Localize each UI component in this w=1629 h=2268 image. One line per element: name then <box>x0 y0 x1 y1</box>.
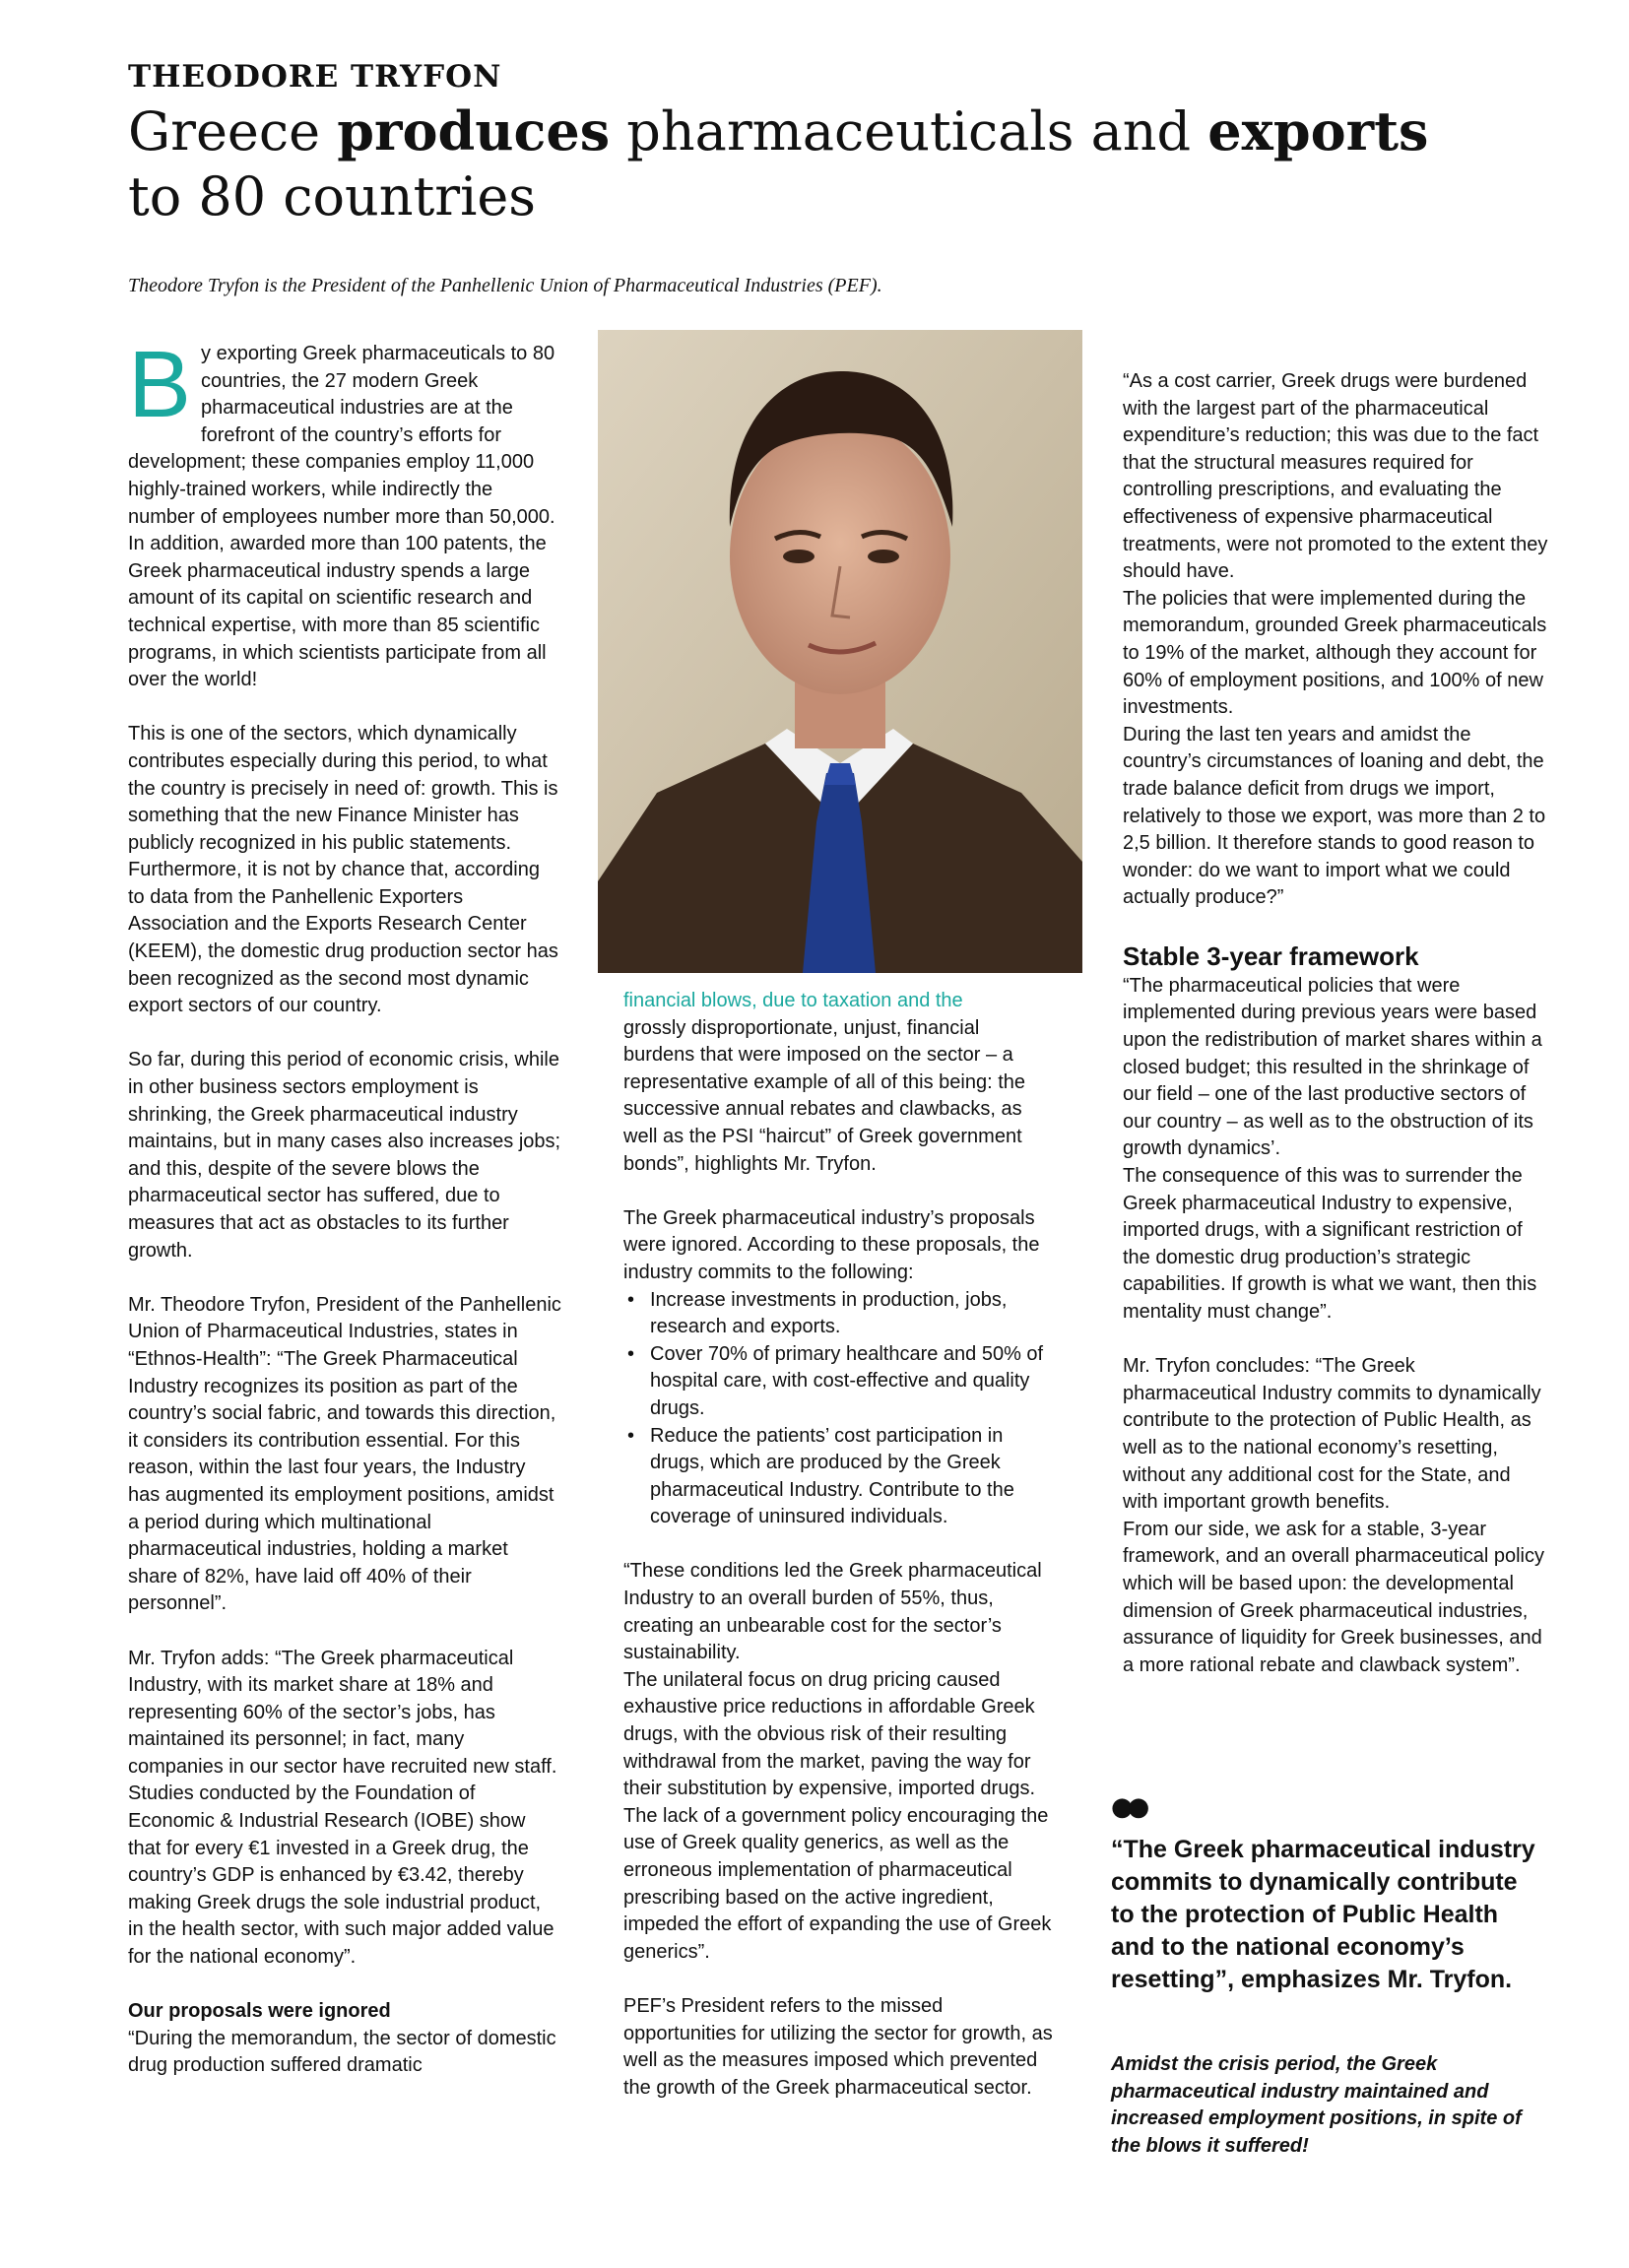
section-heading: Stable 3-year framework <box>1123 940 1419 971</box>
paragraph: From our side, we ask for a stable, 3-year framework, and an overall pharmaceutical policy which will be based upon: the developmental dimension of Greek pharmaceutical industries, assurance of liquidity for Greek businesses, and a more rational rebate and clawback system”. <box>1123 1518 1544 1676</box>
title-part: to 80 countries <box>128 165 537 227</box>
portrait-photo <box>598 330 1082 973</box>
paragraph: “The pharmaceutical policies that were implemented during previous years were based upon the redistribution of market shares within a closed budget; this resulted in the shrinkage of our field – one of the last productive sectors of our country – as well as to the obstruction of its growth dynamics’. <box>1123 974 1542 1160</box>
paragraph: During the last ten years and amidst the country’s circumstances of loaning and debt, the trade balance deficit from drugs we import, relatively to those we export, was more than 2 to 2,5 billion. It therefore stands to good reason to wonder: do we want to import what we could actually produce?” <box>1123 723 1546 909</box>
paragraph: Mr. Tryfon concludes: “The Greek pharmaceutical Industry commits to dynamically contribute to the protection of Public Health, as well as to the national economy’s resetting, without any additional cost for the State, and with important growth benefits. <box>1123 1355 1541 1514</box>
drop-cap: B <box>128 332 192 437</box>
paragraph: The lack of a government policy encouraging the use of Greek quality generics, as well as the erroneous implementation of pharmaceutical prescribing based on the active ingredient, impeded the effort of expanding the use of Greek generics”. <box>623 1804 1052 1963</box>
article-title <box>128 98 1507 229</box>
paragraph: “During the memorandum, the sector of domestic drug production suffered dramatic <box>128 2027 556 2077</box>
paragraph: “These conditions led the Greek pharmaceutical Industry to an overall burden of 55%, thus, creating an unbearable cost for the sector’s sustainability. <box>623 1560 1042 1664</box>
paragraph: Mr. Tryfon adds: “The Greek pharmaceutical Industry, with its market share at 18% and representing 60% of the sector’s jobs, has maintained its personnel; in fact, many companies in our sector have recruited new staff. <box>128 1647 557 1778</box>
paragraph: The consequence of this was to surrender the Greek pharmaceutical Industry to expensive, imported drugs, with a significant restriction of the domestic drug production’s strategic capabilities. If growth is what we want, then this mentality must change”. <box>1123 1165 1537 1323</box>
list-item: • Reduce the patients’ cost participation in drugs, which are produced by the Greek pharmaceutical Industry. Contribute to the coverage of uninsured individuals. <box>623 1423 1055 1531</box>
paragraph-text: y exporting Greek pharmaceuticals to 80 countries, the 27 modern Greek pharmaceutical industries are at the forefront of the country’s efforts for development; these companies employ 11,000 highly-trained workers, while indirectly the number of employees number more than 50,000. In addition, awarded more than 100 patents, the Greek pharmaceutical industry spends a large amount of its capital on scientific research and technical expertise, with more than 85 scientific programs, in which scientists participate from all over the world! <box>128 343 555 691</box>
quote-marker: ●● <box>1111 1792 1144 1822</box>
paragraph: grossly disproportionate, unjust, financial burdens that were imposed on the sector – a representative example of all of this being: the successive annual rebates and clawbacks, as well as the PSI “haircut” of Greek government bonds”, highlights Mr. Tryfon. <box>623 1016 1026 1175</box>
title-part: pharmaceuticals and <box>610 100 1208 162</box>
proposal-list <box>623 1287 1055 1531</box>
photo-caption: financial blows, due to taxation and the <box>623 990 963 1011</box>
text-column-3 <box>1123 368 1548 1679</box>
title-emphasis: exports <box>1207 99 1429 162</box>
title-emphasis: produces <box>337 99 611 162</box>
text-column-2 <box>623 988 1055 2102</box>
article-subtitle: Theodore Tryfon is the President of the Panhellenic Union of Pharmaceutical Industries (PEF). <box>128 275 882 296</box>
highlight-note: Amidst the crisis period, the Greek pharmaceutical industry maintained and increased employment positions, in spite of the blows it suffered! <box>1111 2053 1522 2157</box>
pull-quote: “The Greek pharmaceutical industry commits to dynamically contribute to the protection of Public Health and to the national economy’s resetting”, emphasizes Mr. Tryfon. <box>1111 1836 1535 1993</box>
paragraph: The Greek pharmaceutical industry’s proposals were ignored. According to these proposals, the industry commits to the following: <box>623 1206 1040 1283</box>
paragraph: Mr. Theodore Tryfon, President of the Panhellenic Union of Pharmaceutical Industries, states in “Ethnos-Health”: “The Greek Pharmaceutical Industry recognizes its position as part of the country’s social fabric, and towards this direction, it considers its contribution essential. For this reason, within the last four years, the Industry has augmented its employment positions, amidst a period during which multinational pharmaceutical industries, holding a market share of 82%, have laid off 40% of their personnel”. <box>128 1293 561 1615</box>
paragraph: PEF’s President refers to the missed opportunities for utilizing the sector for growth, as well as the measures imposed which prevented the growth of the Greek pharmaceutical sector. <box>623 1994 1053 2099</box>
title-part: Greece <box>128 100 338 162</box>
paragraph: This is one of the sectors, which dynamically contributes especially during this period, to what the country is precisely in need of: growth. This is something that the new Finance Minister has publicly recognized in his public statements. Furthermore, it is not by chance that, according to data from the Panhellenic Exporters Association and the Exports Research Center (KEEM), the domestic drug production sector has been recognized as the second most dynamic export sectors of our country. <box>128 723 558 1017</box>
portrait-illustration <box>598 330 1082 973</box>
paragraph: The policies that were implemented during the memorandum, grounded Greek pharmaceuticals to 19% of the market, although they account for 60% of employment positions, and 100% of new investments. <box>1123 587 1547 719</box>
list-item: • Increase investments in production, jobs, research and exports. <box>623 1287 1055 1341</box>
paragraph: The unilateral focus on drug pricing caused exhaustive price reductions in affordable Greek drugs, with the obvious risk of their resulting withdrawal from the market, paving the way for their substitution by expensive, imported drugs. <box>623 1668 1035 1800</box>
paragraph <box>128 332 561 694</box>
paragraph: “As a cost carrier, Greek drugs were burdened with the largest part of the pharmaceutical expenditure’s reduction; this was due to the fact that the structural measures required for controlling prescriptions, and evaluating the effectiveness of expensive pharmaceutical treatments, were not promoted to the extent they should have. <box>1123 370 1548 583</box>
paragraph: So far, during this period of economic crisis, while in other business sectors employment is shrinking, the Greek pharmaceutical industry maintains, but in many cases also increases jobs; and this, despite of the severe blows the pharmaceutical sector has suffered, due to measures that act as obstacles to its further growth. <box>128 1049 561 1262</box>
list-item: • Cover 70% of primary healthcare and 50% of hospital care, with cost-effective and quality drugs. <box>623 1341 1055 1423</box>
paragraph: Studies conducted by the Foundation of Economic & Industrial Research (IOBE) show that for every €1 invested in a Greek drug, the country’s GDP is enhanced by €3.42, thereby making Greek drugs the sole industrial product, in the health sector, with such major added value for the national economy”. <box>128 1782 554 1969</box>
article-header <box>128 57 1507 297</box>
author-name: THEODORE TRYFON <box>128 59 502 95</box>
text-column-1 <box>128 332 561 2080</box>
section-heading: Our proposals were ignored <box>128 2000 391 2023</box>
